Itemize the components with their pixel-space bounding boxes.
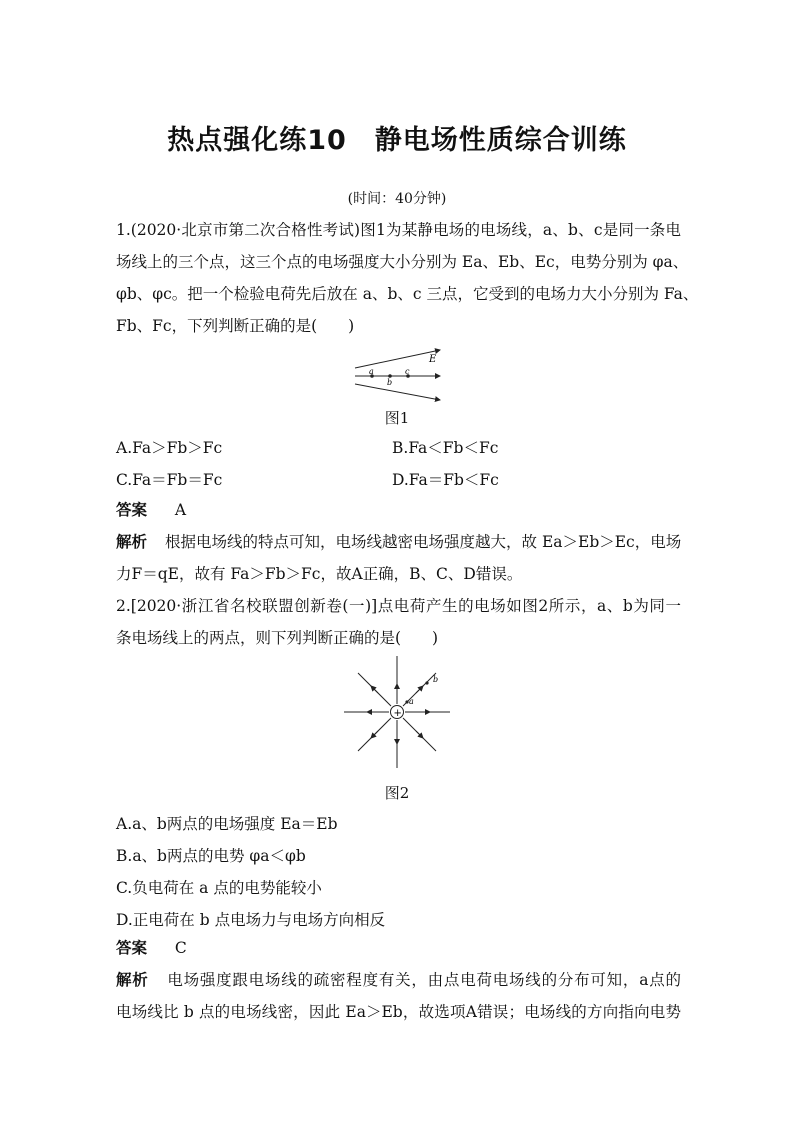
analysis-2-line-1 <box>116 970 681 990</box>
label-a: a <box>369 367 374 376</box>
question-1-line-2: 场线上的三个点，这三个点的电场强度大小分别为 Ea、Eb、Ec，电势分别为 φa、 <box>116 253 689 271</box>
option-b: B.a、b两点的电势 φa＜φb <box>116 847 306 865</box>
answer-value: A <box>174 501 187 519</box>
question-2-line-2: 条电场线上的两点，则下列判断正确的是( ) <box>116 629 439 647</box>
analysis-label: 解析 <box>116 971 149 989</box>
label-c: c <box>405 367 410 376</box>
label-b: b <box>433 675 439 684</box>
figure-2-point-charge-field <box>342 654 452 770</box>
answer-label: 答案 <box>116 939 148 957</box>
analysis-text: 电场强度跟电场线的疏密程度有关，由点电荷电场线的分布可知，a点的 <box>166 971 681 989</box>
option-c: C.负电荷在 a 点的电势能较小 <box>116 879 322 897</box>
analysis-1-line-2: 力F＝qE，故有 Fa＞Fb＞Fc，故A正确，B、C、D错误。 <box>116 565 523 583</box>
figure-1-electric-field-lines <box>350 348 450 404</box>
figure-1-caption: 图1 <box>384 409 410 427</box>
option-c: C.Fa＝Fb＝Fc <box>116 471 223 489</box>
time-limit: (时间：40分钟) <box>347 191 447 207</box>
label-a: a <box>409 697 414 706</box>
figure-2-caption: 图2 <box>384 784 410 802</box>
question-1-line-3: φb、φc。把一个检验电荷先后放在 a、b、c 三点，它受到的电场力大小分别为 Fa、 <box>116 285 699 303</box>
option-d: D.正电荷在 b 点电场力与电场方向相反 <box>116 911 386 929</box>
field-line-top <box>355 350 440 368</box>
charge-sign: + <box>393 708 402 719</box>
option-a: A.a、b两点的电场强度 Ea＝Eb <box>116 815 338 833</box>
analysis-2-line-2: 电场线比 b 点的电场线密，因此 Ea＞Eb，故选项A错误；电场线的方向指向电势 <box>116 1003 681 1021</box>
point-b-dot <box>425 681 428 684</box>
option-d: D.Fa＝Fb＜Fc <box>392 471 499 489</box>
answer-1 <box>116 500 681 520</box>
option-a: A.Fa＞Fb＞Fc <box>116 439 223 457</box>
analysis-text: 根据电场线的特点可知，电场线越密电场强度越大，故 Ea＞Eb＞Ec，电场 <box>165 533 682 551</box>
answer-2 <box>116 938 681 958</box>
page-title: 热点强化练10 静电场性质综合训练 <box>167 125 627 156</box>
field-line-bottom <box>355 384 440 400</box>
answer-value: C <box>174 939 187 957</box>
question-1-line-4: Fb、Fc，下列判断正确的是( ) <box>116 317 355 335</box>
analysis-label: 解析 <box>116 533 148 551</box>
label-E: E <box>429 354 437 365</box>
question-1-line-1: 1.(2020·北京市第二次合格性考试)图1为某静电场的电场线，a、b、c是同一条电 <box>116 221 681 239</box>
label-b: b <box>387 378 393 387</box>
option-b: B.Fa＜Fb＜Fc <box>392 439 499 457</box>
question-2-line-1: 2.[2020·浙江省名校联盟创新卷(一)]点电荷产生的电场如图2所示，a、b为同一 <box>116 597 681 615</box>
analysis-1-line-1 <box>116 532 681 552</box>
answer-label: 答案 <box>116 501 148 519</box>
